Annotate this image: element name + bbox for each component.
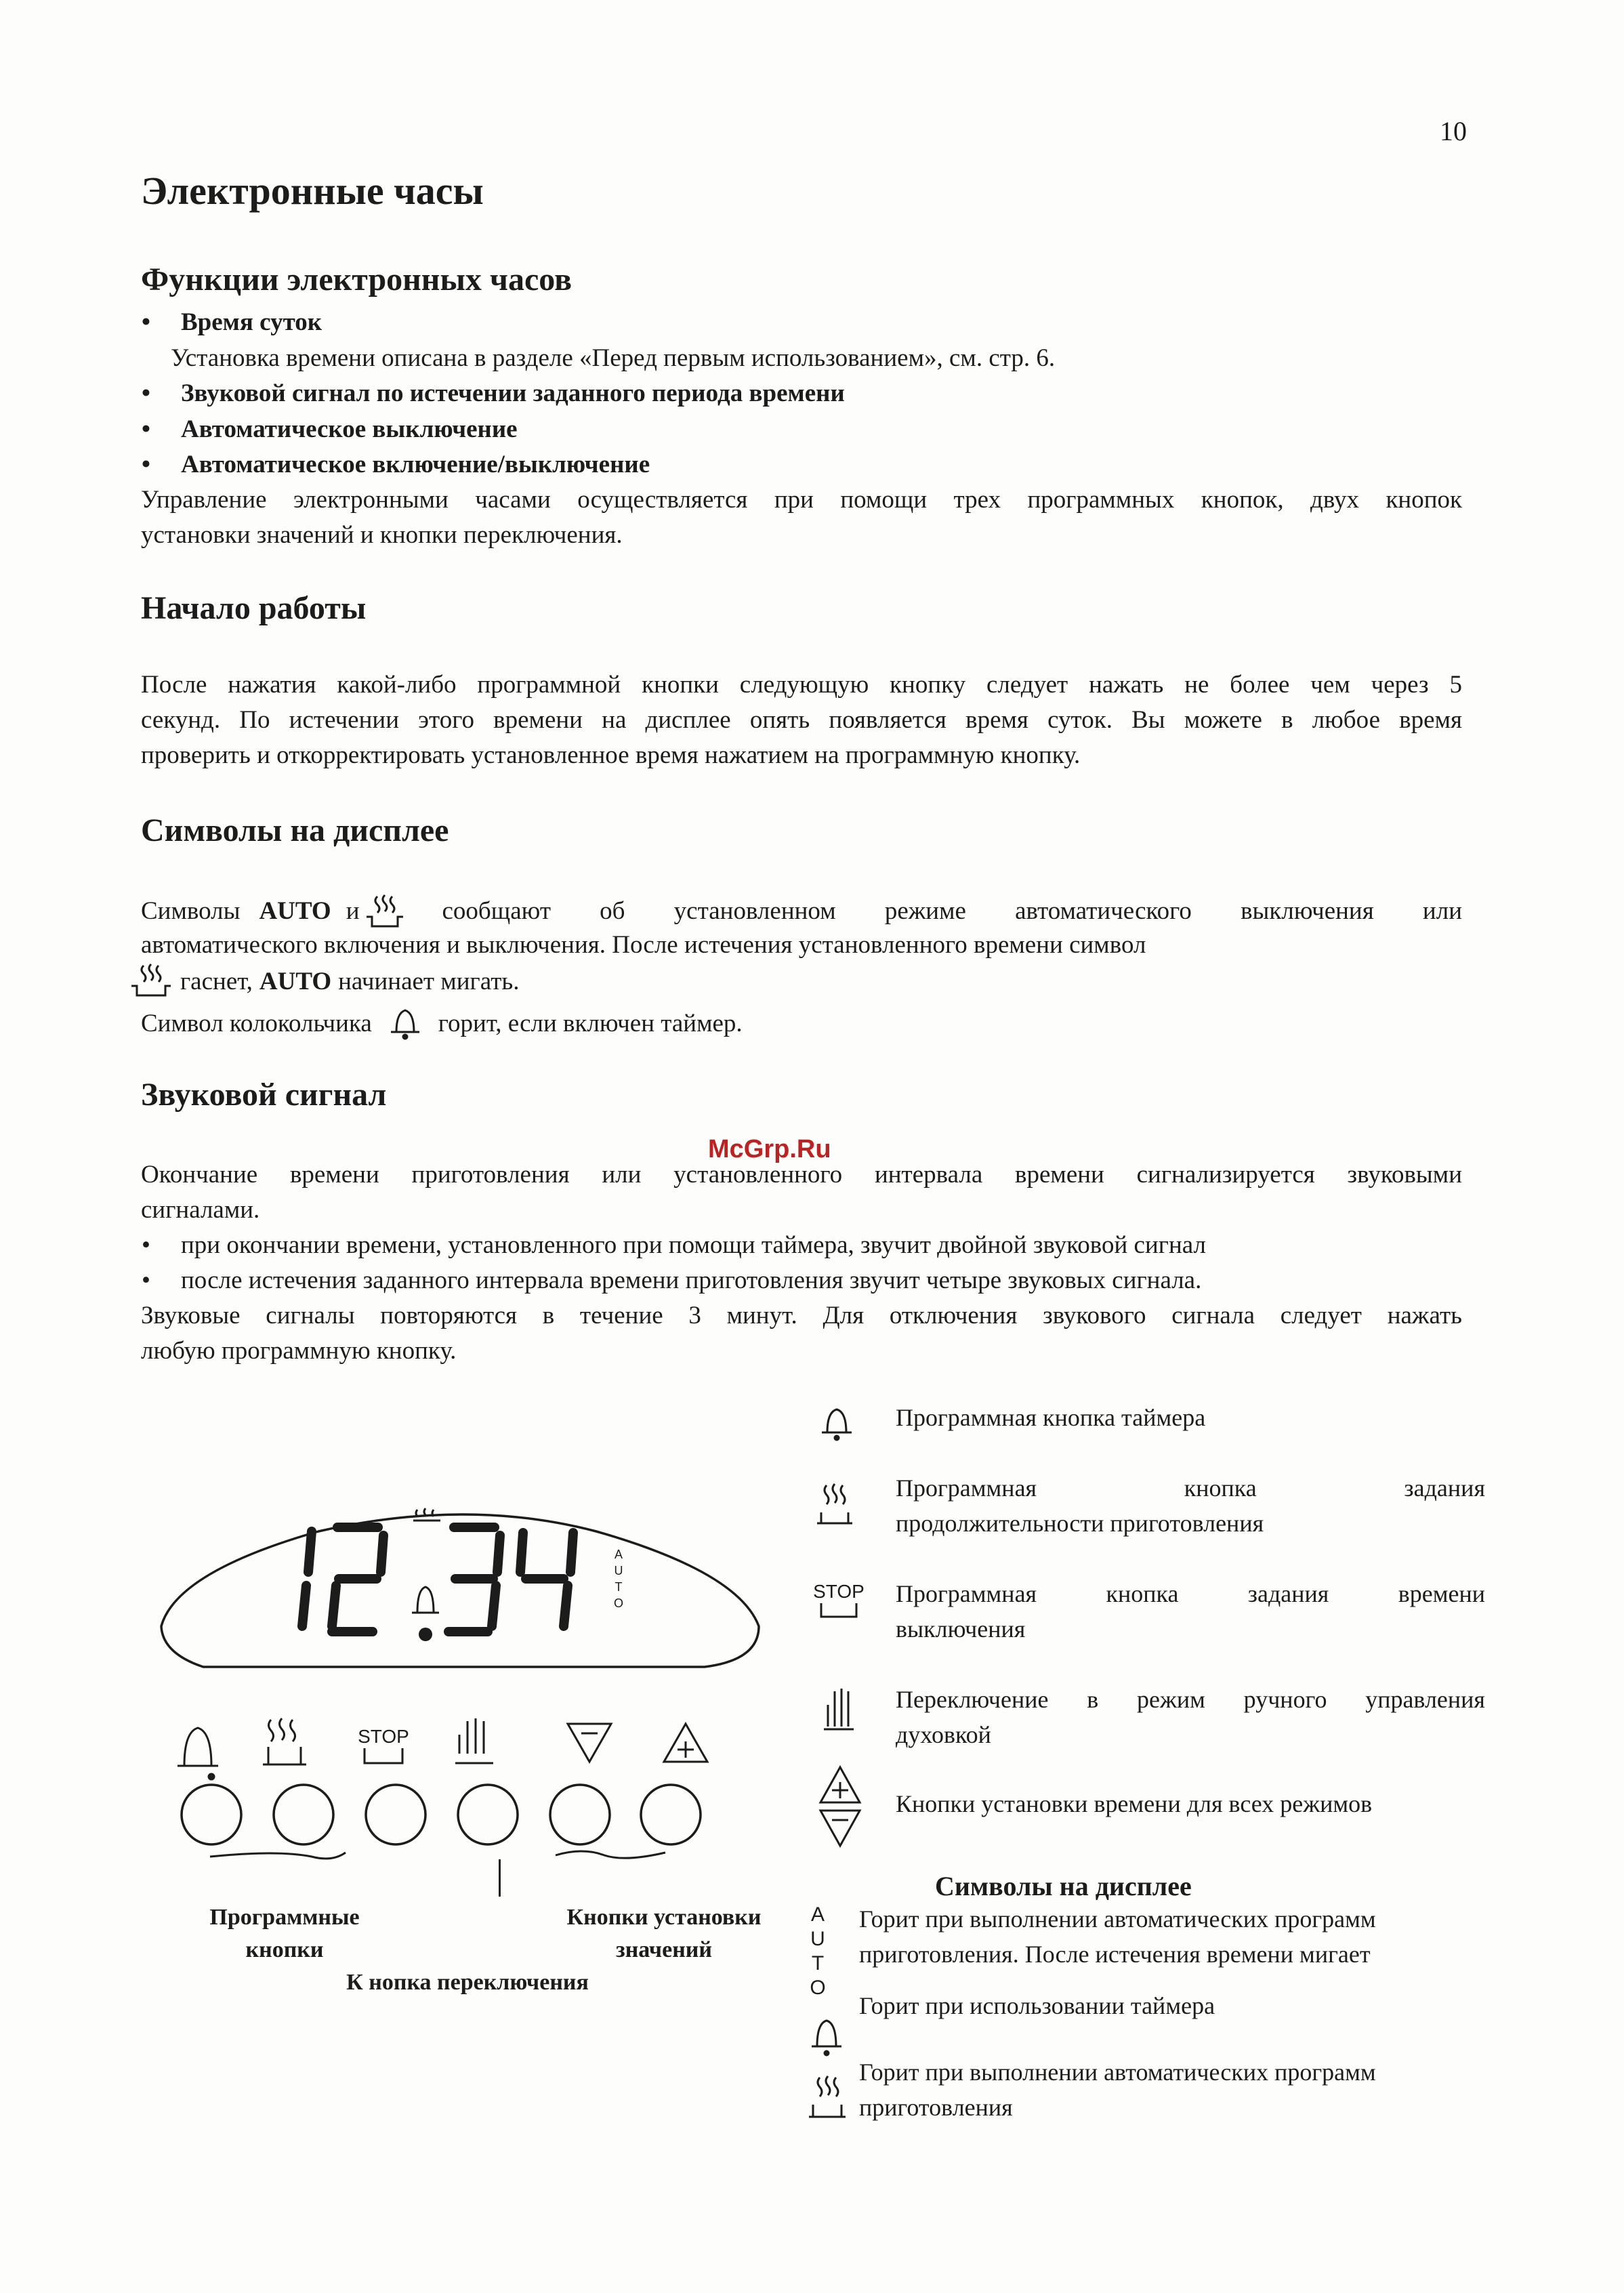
function-item-auto-on-off-text: Автоматическое включение/выключение [181,451,650,478]
button-stop [366,1785,425,1844]
symbols-line4 [141,1005,743,1043]
legend-timer: Программная кнопка таймера [896,1404,1206,1431]
display-bell-icon [806,2014,847,2062]
symbols-line4-a: Символ колокольчика [141,1010,372,1037]
start-line3: проверить и откорректировать установленное время нажатием на программную кнопку. [141,741,1081,769]
display-auto-letters [614,1548,623,1610]
caption-program-buttons-2: кнопки [245,1937,324,1962]
sound-line2: сигналами. [141,1196,260,1224]
display-symbol-cook-2: приготовления [859,2094,1013,2121]
cooking-symbol-icon [364,892,406,930]
svg-text:A: A [614,1548,623,1561]
display-symbols-heading: Символы на дисплее [935,1871,1192,1901]
symbols-line1-b: и [346,897,360,925]
sound-bullet1: • при окончании времени, установленного при помощи таймера, звучит двойной звуковой сигнал [142,1231,1206,1259]
svg-text:U: U [614,1564,623,1577]
function-item-auto-off-text: Автоматическое выключение [181,415,518,443]
symbols-heading: Символы на дисплее [141,812,449,848]
legend-duration-icon [813,1481,856,1532]
sound-line4: любую программную кнопку. [141,1337,457,1365]
bell-icon [387,1005,423,1043]
caption-program-buttons-1: Программные [209,1905,360,1930]
legend-manual-icon [818,1686,859,1741]
button-duration [274,1785,333,1844]
sound-bullet2-text: после истечения заданного интервала времени приготовления звучит четыре звуковых сигнала. [181,1266,1202,1294]
legend-stop-2: выключения [896,1615,1026,1643]
watermark: McGrp.Ru [708,1135,831,1163]
caption-set-buttons-2: значений [616,1937,712,1962]
svg-text:STOP: STOP [813,1581,865,1602]
legend-duration-1: Программная кнопка задания [896,1474,1485,1502]
legend-setting: Кнопки установки времени для всех режимов [896,1790,1373,1817]
symbols-line3-b: начинает мигать. [338,968,520,995]
symbols-line2: автоматического включения и выключения. После истечения установленного времени символ [141,931,1146,959]
page-number: 10 [1440,116,1467,146]
functions-heading: Функции электронных часов [141,262,572,297]
caption-program-buttons [163,1901,407,1966]
panel-cook-icon [263,1718,306,1764]
sound-line1: Окончание времени приготовления или установленного интервала времени сигнализируется звуковыми [141,1161,1462,1189]
cooking-symbol-icon-2 [129,963,173,1001]
function-item-auto-on-off: • Автоматическое включение/выключение [142,451,650,478]
button-timer [182,1785,241,1844]
caption-switch-button: К нопка переключения [346,1970,589,1995]
page-title: Электронные часы [141,169,484,213]
sound-heading: Звуковой сигнал [141,1077,387,1113]
display-symbol-auto-2: приготовления. После истечения времени мигает [859,1941,1371,1968]
panel-plus-icon [664,1724,707,1762]
panel-bell-icon [178,1728,218,1779]
functions-text-line2: установки значений и кнопки переключения. [141,521,623,549]
switch-pointer-line [499,1859,501,1897]
start-line1: После нажатия какой-либо программной кнопки следующую кнопку следует нажать не более чем через 5 [141,671,1462,699]
button-minus [550,1785,610,1844]
panel-minus-icon [568,1724,611,1762]
legend-timer-icon [816,1403,857,1447]
display-symbol-auto-1: Горит при выполнении автоматических программ [859,1905,1376,1933]
display-outline [161,1514,759,1667]
function-item-time-text: Время суток [181,308,322,336]
panel-stop-label: STOP [358,1726,409,1747]
legend-manual-1: Переключение в режим ручного управления [896,1686,1485,1713]
function-item-sound: • Звуковой сигнал по истечении заданного периода времени [142,379,845,407]
legend-stop-icon [812,1579,866,1630]
display-digits [302,1527,573,1632]
sound-bullet1-text: при окончании времени, установленного при помощи таймера, звучит двойной звуковой сигнал [181,1231,1206,1259]
legend-manual-2: духовкой [896,1721,991,1748]
panel-stop-icon [365,1748,402,1763]
symbols-line1 [141,892,1462,930]
symbols-line1-a: Символы [141,897,241,925]
legend-stop-1: Программная кнопка задания времени [896,1580,1485,1607]
sound-bullet2: • после истечения заданного интервала времени приготовления звучит четыре звуковых сигнала. [142,1266,1202,1294]
start-heading: Начало работы [141,590,367,626]
symbols-line1-c: сообщают об установленном режиме автоматического выключения или [442,897,1462,925]
function-item-time: • Время суток [142,308,322,336]
button-manual [458,1785,518,1844]
symbols-line3 [129,963,520,1001]
display-cook-icon [805,2073,850,2126]
panel-manual-icon [455,1718,493,1763]
function-item-sound-text: Звуковой сигнал по истечении заданного периода времени [181,379,845,407]
functions-text-line1: Управление электронными часами осуществляется при помощи трех программных кнопок, двух кнопок [141,486,1462,514]
display-symbol-cook-1: Горит при выполнении автоматических программ [859,2059,1376,2086]
legend-setting-icon [816,1763,864,1855]
svg-text:T: T [615,1580,623,1594]
button-plus [641,1785,701,1844]
display-symbol-bell: Горит при использовании таймера [859,1992,1215,2019]
legend-duration-2: продолжительности приготовления [896,1510,1264,1537]
start-line2: секунд. По истечении этого времени на дисплее опять появляется время суток. Вы можете в любое время [141,706,1462,734]
function-item-auto-off: • Автоматическое выключение [142,415,518,443]
symbols-line4-b: горит, если включен таймер. [438,1010,743,1037]
caption-set-buttons [542,1901,786,1966]
legend-auto-letters: A U T O [810,1903,826,1999]
clock-panel-diagram [149,1484,840,1863]
function-item-time-note: Установка времени описана в разделе «Перед первым использованием», см. стр. 6. [171,344,1056,372]
symbols-line1-auto: AUTO [259,897,331,925]
symbols-line3-auto: AUTO [259,968,332,995]
svg-text:O: O [613,1596,624,1610]
caption-set-buttons-1: Кнопки установки [566,1905,762,1930]
sound-line3: Звуковые сигналы повторяются в течение 3 минут. Для отключения звукового сигнала следует нажать [141,1302,1462,1329]
symbols-line3-a: гаснет, [180,968,253,995]
